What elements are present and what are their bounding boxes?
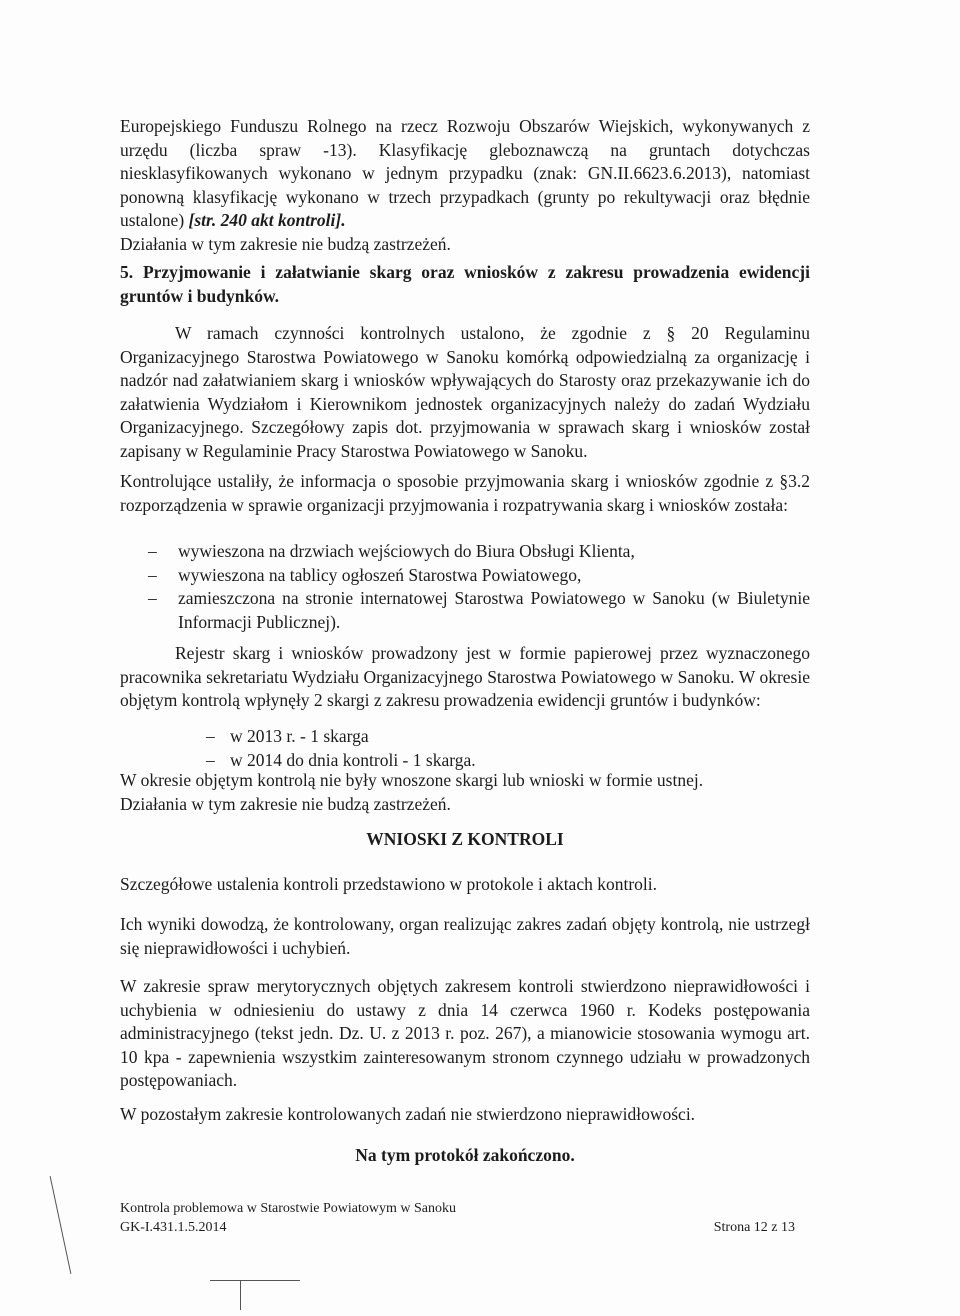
scan-mark — [210, 1280, 300, 1281]
page-footer — [120, 1199, 795, 1237]
footer-reference: GK-I.431.1.5.2014 — [120, 1220, 227, 1235]
section-5-paragraph-2: Kontrolujące ustaliły, że informacja o sposobie przyjmowania skarg i wniosków zgodnie z §3.2 rozporządzenia w sprawie organizacji przyjmowania i rozpatrywania skarg i wniosków została: — [120, 471, 810, 515]
section-5-paragraph-3: Rejestr skarg i wniosków prowadzony jest w formie papierowej przez wyznaczonego pracownika sekretariatu Wydziału Organizacyjnego Starostwa Powiatowego w Sanoku. W okresie objętym kontrolą wpłynęły 2 skargi z zakresu prowadzenia ewidencji gruntów i budynków: — [120, 643, 810, 710]
intro-conclusion: Działania w tym zakresie nie budzą zastrzeżeń. — [120, 233, 451, 254]
list-item: – w 2014 do dnia kontroli - 1 skarga. — [120, 749, 810, 773]
page-number: Strona 12 z 13 — [713, 1220, 795, 1235]
list-item: – wywieszona na drzwiach wejściowych do Biura Obsługi Klienta, — [120, 540, 810, 564]
footer-title: Kontrola problemowa w Starostwie Powiatowym w Sanoku — [120, 1201, 456, 1216]
section-5-heading: 5. Przyjmowanie i załatwianie skarg oraz wniosków z zakresu prowadzenia ewidencji gruntów i budynków. — [120, 262, 810, 306]
notice-locations-list — [120, 540, 810, 634]
list-item: – zamieszczona na stronie internatowej Starostwa Powiatowego w Sanoku (w Biuletynie Informacji Publicznej). — [120, 587, 810, 634]
section-5-conclusion: Działania w tym zakresie nie budzą zastrzeżeń. — [120, 793, 451, 814]
scan-mark — [240, 1280, 241, 1310]
intro-text: Europejskiego Funduszu Rolnego na rzecz Rozwoju Obszarów Wiejskich, wykonywanych z urzędu (liczba spraw -13). Klasyfikację gleboznawczą na gruntach dotychczas niesklasyfikowanych wykonano w jednym przypadku (znak: GN.II.6623.6.2013), natomiast ponowną klasyfikację wykonano w trzech przypadkach (grunty po rekultywacji oraz błędnie ustalone) — [120, 116, 810, 230]
section-5-paragraph-1: W ramach czynności kontrolnych ustalono, że zgodnie z § 20 Regulaminu Organizacyjnego Starostwa Powiatowego w Sanoku komórką odpowiedzialną za organizację i nadzór nad załatwianiem skarg i wniosków wpływających do Starosty oraz przekazywanie ich do załatwienia Wydziałom i Kierownikom jednostek organizacyjnych należy do zadań Wydziału Organizacyjnego. Szczegółowy zapis dot. przyjmowania w sprawach skarg i wniosków został zapisany w Regulaminie Pracy Starostwa Powiatowego w Sanoku. — [120, 323, 810, 461]
conclusions-paragraph-3: W zakresie spraw merytorycznych objętych zakresem kontroli stwierdzono nieprawidłowości i uchybienia w odniesieniu do ustawy z dnia 14 czerwca 1960 r. Kodeks postępowania administracyjnego (tekst jedn. Dz. U. z 2013 r. poz. 267), a mianowicie stosowania wymogu art. 10 kpa - zapewnienia wszystkim zainteresowanym stronom czynnego udziału w prowadzonych postępowaniach. — [120, 976, 810, 1090]
intro-reference: [str. 240 akt kontroli]. — [188, 210, 346, 230]
section-5-paragraph-4 — [120, 769, 810, 816]
scan-mark — [50, 1176, 72, 1274]
oral-complaints-note: W okresie objętym kontrolą nie były wnoszone skargi lub wnioski w formie ustnej. — [120, 770, 704, 790]
intro-paragraph — [120, 115, 810, 256]
conclusions-heading: WNIOSKI Z KONTROLI — [366, 829, 564, 849]
complaints-list — [120, 725, 810, 772]
list-item: – w 2013 r. - 1 skarga — [120, 725, 810, 749]
list-item: – wywieszona na tablicy ogłoszeń Starostwa Powiatowego, — [120, 564, 810, 588]
closing-statement: Na tym protokół zakończono. — [355, 1145, 575, 1165]
conclusions-paragraph-1: Szczegółowe ustalenia kontroli przedstawiono w protokole i aktach kontroli. — [120, 874, 658, 894]
conclusions-paragraph-2: Ich wyniki dowodzą, że kontrolowany, organ realizując zakres zadań objęty kontrolą, nie ustrzegł się nieprawidłowości i uchybień. — [120, 914, 810, 958]
conclusions-paragraph-4: W pozostałym zakresie kontrolowanych zadań nie stwierdzono nieprawidłowości. — [120, 1104, 696, 1124]
